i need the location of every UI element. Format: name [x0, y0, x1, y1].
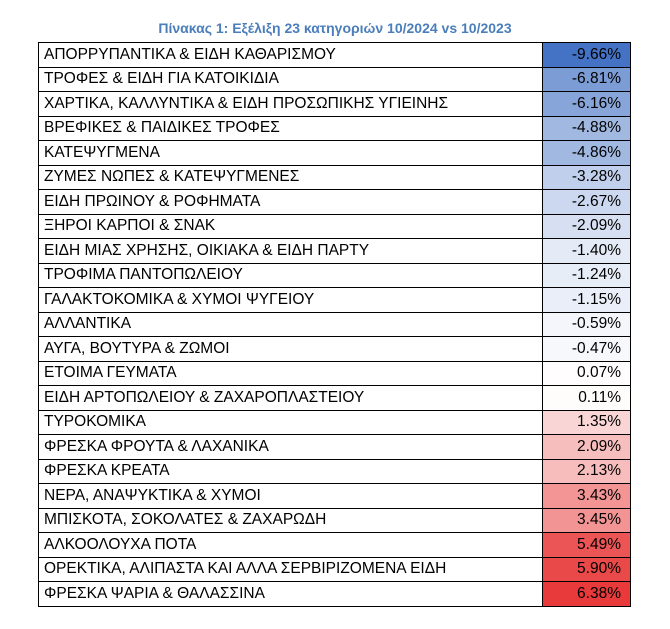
table-row [39, 337, 631, 362]
table-row [39, 116, 631, 141]
table-row [39, 459, 631, 484]
category-label: ΓΑΛΑΚΤΟΚΟΜΙΚΑ & ΧΥΜΟΙ ΨΥΓΕΙΟΥ [39, 288, 543, 313]
category-label: ΖΥΜΕΣ ΝΩΠΕΣ & ΚΑΤΕΨΥΓΜΕΝΕΣ [39, 165, 543, 190]
category-label: ΦΡΕΣΚΑ ΚΡΕΑΤΑ [39, 459, 543, 484]
table-row [39, 239, 631, 264]
value-cell: 6.38% [543, 582, 631, 607]
value-cell: 3.45% [543, 508, 631, 533]
value-cell: -2.67% [543, 190, 631, 215]
value-cell: 2.13% [543, 459, 631, 484]
value-cell: 2.09% [543, 435, 631, 460]
table-row [39, 165, 631, 190]
table-row [39, 312, 631, 337]
table-row [39, 582, 631, 607]
category-label: ΧΑΡΤΙΚΑ, ΚΑΛΛΥΝΤΙΚΑ & ΕΙΔΗ ΠΡΟΣΩΠΙΚΗΣ ΥΓΙΕΙΝΗΣ [39, 92, 543, 117]
category-label: ΤΡΟΦΕΣ & ΕΙΔΗ ΓΙΑ ΚΑΤΟΙΚΙΔΙΑ [39, 67, 543, 92]
category-label: ΜΠΙΣΚΟΤΑ, ΣΟΚΟΛΑΤΕΣ & ΖΑΧΑΡΩΔΗ [39, 508, 543, 533]
table-row [39, 141, 631, 166]
category-label: ΑΠΟΡΡΥΠΑΝΤΙΚΑ & ΕΙΔΗ ΚΑΘΑΡΙΣΜΟΥ [39, 43, 543, 68]
category-label: ΕΙΔΗ ΜΙΑΣ ΧΡΗΣΗΣ, ΟΙΚΙΑΚΑ & ΕΙΔΗ ΠΑΡΤΥ [39, 239, 543, 264]
value-cell: -1.15% [543, 288, 631, 313]
category-label: ΚΑΤΕΨΥΓΜΕΝΑ [39, 141, 543, 166]
value-cell: -6.81% [543, 67, 631, 92]
table-row [39, 92, 631, 117]
table-row [39, 386, 631, 411]
table-row [39, 410, 631, 435]
category-label: ΤΥΡΟΚΟΜΙΚΑ [39, 410, 543, 435]
heatmap-table [38, 42, 631, 607]
category-label: ΝΕΡΑ, ΑΝΑΨΥΚΤΙΚΑ & ΧΥΜΟΙ [39, 484, 543, 509]
table-row [39, 557, 631, 582]
table-row [39, 435, 631, 460]
table-row [39, 43, 631, 68]
table-row [39, 361, 631, 386]
value-cell: 5.90% [543, 557, 631, 582]
value-cell: 5.49% [543, 533, 631, 558]
value-cell: 3.43% [543, 484, 631, 509]
category-label: ΑΛΛΑΝΤΙΚΑ [39, 312, 543, 337]
category-label: ΑΥΓΑ, ΒΟΥΤΥΡΑ & ΖΩΜΟΙ [39, 337, 543, 362]
value-cell: -6.16% [543, 92, 631, 117]
value-cell: 1.35% [543, 410, 631, 435]
value-cell: -4.88% [543, 116, 631, 141]
value-cell: -9.66% [543, 43, 631, 68]
category-label: ΟΡΕΚΤΙΚΑ, ΑΛΙΠΑΣΤΑ ΚΑΙ ΑΛΛΑ ΣΕΡΒΙΡΙΖΟΜΕΝΑ ΕΙΔΗ [39, 557, 543, 582]
value-cell: 0.11% [543, 386, 631, 411]
table-row [39, 508, 631, 533]
table-row [39, 533, 631, 558]
table-row [39, 67, 631, 92]
value-cell: -0.59% [543, 312, 631, 337]
category-label: ΞΗΡΟΙ ΚΑΡΠΟΙ & ΣΝΑΚ [39, 214, 543, 239]
table-row [39, 484, 631, 509]
value-cell: 0.07% [543, 361, 631, 386]
table-row [39, 288, 631, 313]
value-cell: -3.28% [543, 165, 631, 190]
category-label: ΦΡΕΣΚΑ ΦΡΟΥΤΑ & ΛΑΧΑΝΙΚΑ [39, 435, 543, 460]
category-label: ΒΡΕΦΙΚΕΣ & ΠΑΙΔΙΚΕΣ ΤΡΟΦΕΣ [39, 116, 543, 141]
category-label: ΑΛΚΟΟΛΟΥΧΑ ΠΟΤΑ [39, 533, 543, 558]
table-row [39, 214, 631, 239]
category-label: ΕΙΔΗ ΠΡΩΙΝΟΥ & ΡΟΦΗΜΑΤΑ [39, 190, 543, 215]
table-row [39, 190, 631, 215]
table-row [39, 263, 631, 288]
category-label: ΕΤΟΙΜΑ ΓΕΥΜΑΤΑ [39, 361, 543, 386]
category-label: ΕΙΔΗ ΑΡΤΟΠΩΛΕΙΟΥ & ΖΑΧΑΡΟΠΛΑΣΤΕΙΟΥ [39, 386, 543, 411]
heatmap-table-body [39, 43, 631, 607]
category-label: ΤΡΟΦΙΜΑ ΠΑΝΤΟΠΩΛΕΙΟΥ [39, 263, 543, 288]
value-cell: -1.24% [543, 263, 631, 288]
value-cell: -4.86% [543, 141, 631, 166]
chart-title: Πίνακας 1: Εξέλιξη 23 κατηγοριών 10/2024 vs 10/2023 [158, 20, 512, 36]
value-cell: -2.09% [543, 214, 631, 239]
category-label: ΦΡΕΣΚΑ ΨΑΡΙΑ & ΘΑΛΑΣΣΙΝΑ [39, 582, 543, 607]
value-cell: -0.47% [543, 337, 631, 362]
value-cell: -1.40% [543, 239, 631, 264]
